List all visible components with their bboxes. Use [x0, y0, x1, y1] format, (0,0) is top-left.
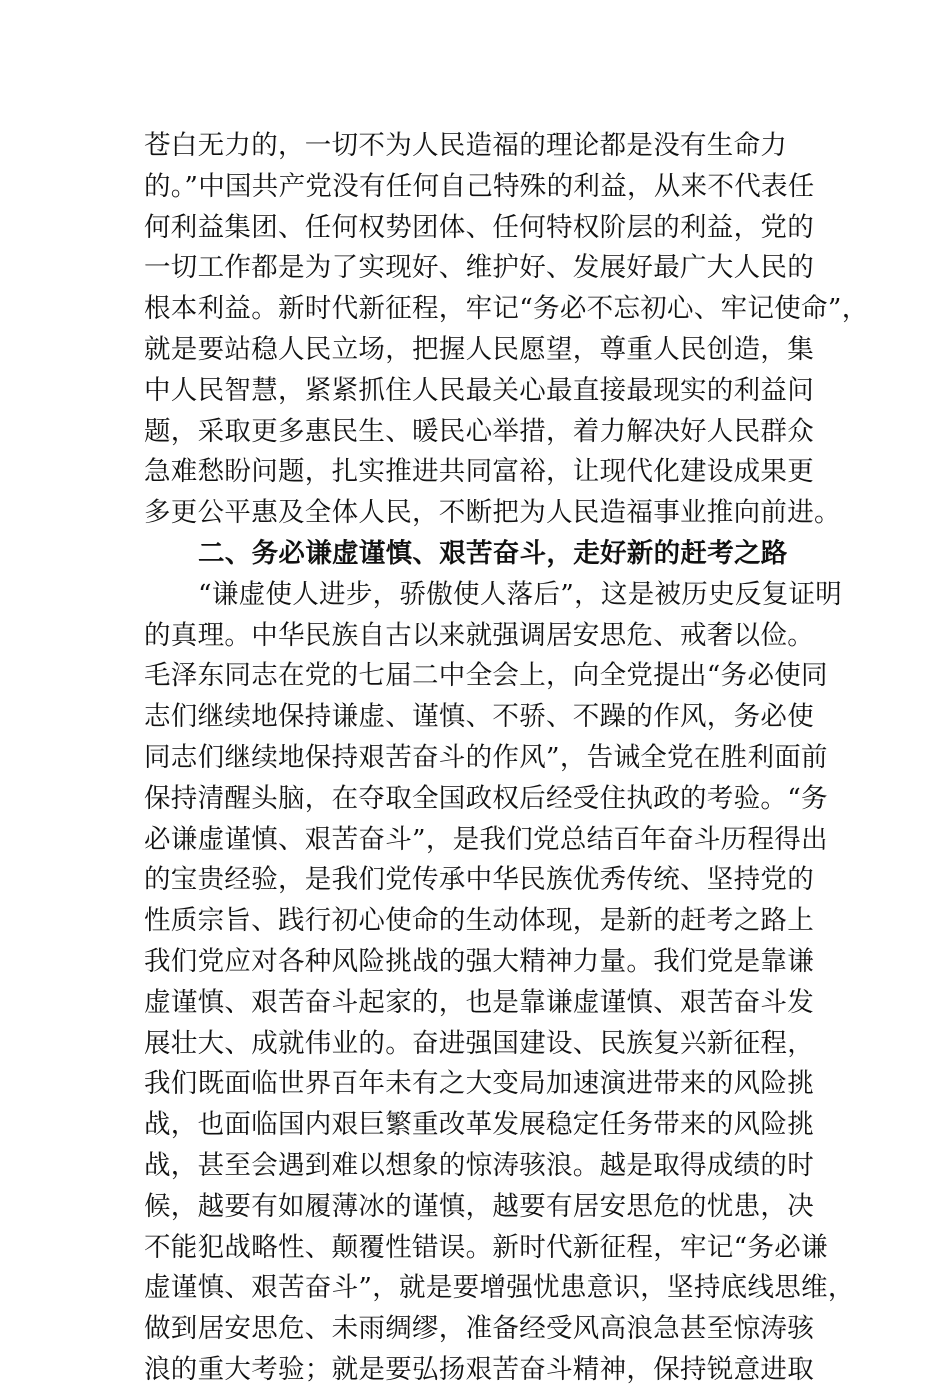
- text-line: 我们既面临世界百年未有之大变局加速演进带来的风险挑: [144, 1068, 814, 1100]
- text-line: 何利益集团、任何权势团体、任何特权阶层的利益，党的: [144, 211, 814, 243]
- text-line: 必谦虚谨慎、艰苦奋斗”，是我们党总结百年奋斗历程得出: [144, 823, 828, 855]
- text-line: 的宝贵经验，是我们党传承中华民族优秀传统、坚持党的: [144, 864, 814, 896]
- text-line: 我们党应对各种风险挑战的强大精神力量。我们党是靠谦: [144, 945, 814, 977]
- text-line: 多更公平惠及全体人民，不断把为人民造福事业推向前进。: [144, 497, 841, 529]
- text-line: 战，也面临国内艰巨繁重改革发展稳定任务带来的风险挑: [144, 1109, 814, 1141]
- text-line: 不能犯战略性、颠覆性错误。新时代新征程，牢记“务必谦: [144, 1231, 828, 1263]
- text-line: 就是要站稳人民立场，把握人民愿望，尊重人民创造，集: [144, 333, 814, 365]
- text-line: 毛泽东同志在党的七届二中全会上，向全党提出“务必使同: [144, 660, 828, 692]
- text-line: 虚谨慎、艰苦奋斗起家的，也是靠谦虚谨慎、艰苦奋斗发: [144, 986, 814, 1018]
- text-line: 急难愁盼问题，扎实推进共同富裕，让现代化建设成果更: [144, 456, 814, 488]
- text-line: 中人民智慧，紧紧抓住人民最关心最直接最现实的利益问: [144, 374, 814, 406]
- text-line: 同志们继续地保持艰苦奋斗的作风”，告诫全党在胜利面前: [144, 741, 828, 773]
- text-line: 根本利益。新时代新征程，牢记“务必不忘初心、牢记使命”，: [144, 293, 869, 325]
- text-line: 性质宗旨、践行初心使命的生动体现，是新的赶考之路上: [144, 905, 814, 937]
- text-line: 题，采取更多惠民生、暖民心举措，着力解决好人民群众: [144, 415, 814, 447]
- text-line: 浪的重大考验；就是要弘扬艰苦奋斗精神，保持锐意进取: [144, 1353, 814, 1385]
- text-line: 的真理。中华民族自古以来就强调居安思危、戒奢以俭。: [144, 619, 814, 651]
- section-heading: 二、务必谦虚谨慎、艰苦奋斗，走好新的赶考之路: [198, 537, 788, 569]
- text-line: 展壮大、成就伟业的。奋进强国建设、民族复兴新征程，: [144, 1027, 814, 1059]
- text-line: 战，甚至会遇到难以想象的惊涛骇浪。越是取得成绩的时: [144, 1149, 814, 1181]
- paragraph-first-line: “谦虚使人进步，骄傲使人落后”，这是被历史反复证明: [198, 578, 843, 610]
- text-line: 一切工作都是为了实现好、维护好、发展好最广大人民的: [144, 252, 814, 284]
- text-line: 的。”中国共产党没有任何自己特殊的利益，从来不代表任: [144, 170, 815, 202]
- document-body: [144, 126, 869, 1391]
- text-line: 志们继续地保持谦虚、谨慎、不骄、不躁的作风，务必使: [144, 701, 814, 733]
- text-line: 虚谨慎、艰苦奋斗”，就是要增强忧患意识，坚持底线思维，: [144, 1272, 855, 1304]
- text-line: 做到居安思危、未雨绸缪，准备经受风高浪急甚至惊涛骇: [144, 1313, 814, 1345]
- text-line: 候，越要有如履薄冰的谨慎，越要有居安思危的忧患，决: [144, 1190, 814, 1222]
- text-line: 苍白无力的，一切不为人民造福的理论都是没有生命力: [144, 130, 788, 161]
- text-line: 保持清醒头脑，在夺取全国政权后经受住执政的考验。“务: [144, 782, 828, 814]
